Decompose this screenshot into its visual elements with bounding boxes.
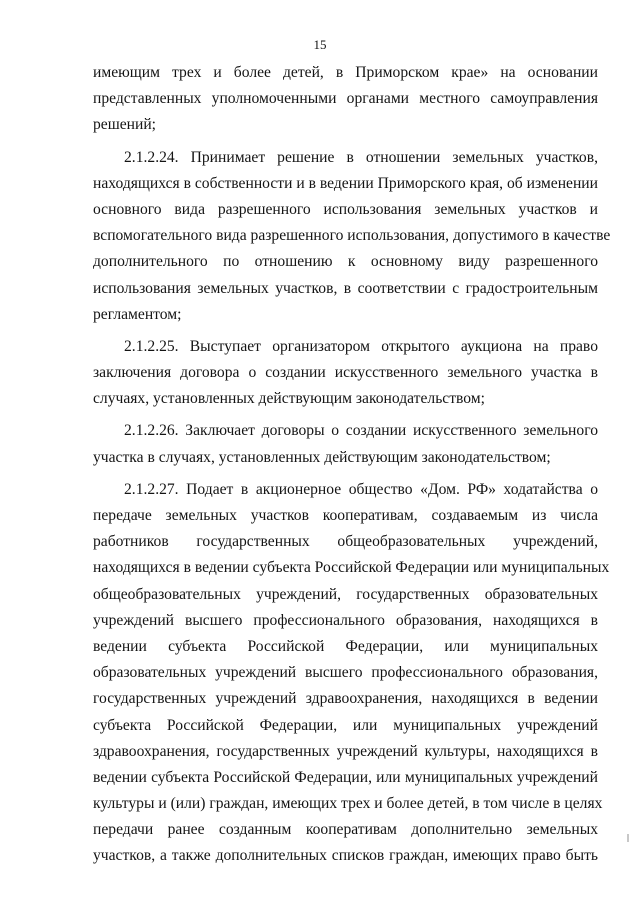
text-line: 2.1.2.27. Подает в акционерное общество «Дом. РФ» ходатайства о	[124, 480, 598, 498]
paragraph-continuation	[93, 60, 598, 139]
document-body	[93, 60, 611, 876]
text-line: государственных учреждений здравоохранения, находящихся в ведении	[93, 690, 598, 708]
text-line: 2.1.2.26. Заключает договоры о создании искусственного земельного	[124, 422, 598, 440]
text-line: ведении субъекта Российской Федерации, или муниципальных учреждений	[93, 768, 598, 786]
text-line: участка в случаях, установленных действующим законодательством;	[93, 448, 551, 466]
text-line: находящихся в ведении субъекта Российской Федерации или муниципальных	[93, 559, 610, 577]
text-line: имеющим трех и более детей, в Приморском крае» на основании	[93, 64, 598, 81]
text-line: ведении субъекта Российской Федерации, или муниципальных	[93, 637, 598, 655]
text-line: случаях, установленных действующим законодательством;	[93, 390, 485, 408]
text-line: передаче земельных участков кооперативам, создаваемым из числа	[93, 507, 598, 524]
paragraph-2-1-2-26	[93, 418, 598, 470]
scan-artifact	[627, 834, 629, 842]
text-line: находящихся в собственности и в ведении Приморского края, об изменении	[93, 174, 598, 192]
text-line: здравоохранения, государственных учреждений культуры, находящихся в	[93, 742, 598, 760]
text-line: вспомогательного вида разрешенного использования, допустимого в качестве	[93, 227, 611, 245]
text-line: общеобразовательных учреждений, государственных образовательных	[93, 585, 598, 603]
text-line: образовательных учреждений высшего профессионального образования,	[93, 664, 598, 682]
paragraph-2-1-2-25	[93, 334, 598, 413]
text-line: заключения договора о создании искусственного земельного участка в	[93, 364, 598, 382]
text-line: 2.1.2.24. Принимает решение в отношении земельных участков,	[124, 148, 598, 166]
text-line: решений;	[93, 116, 157, 134]
text-line: субъекта Российской Федерации, или муниципальных учреждений	[93, 716, 598, 734]
paragraph-2-1-2-27	[93, 477, 610, 870]
text-line: работников государственных общеобразовательных учреждений,	[93, 533, 598, 551]
paragraph-2-1-2-24	[93, 145, 611, 328]
text-line: учреждений высшего профессионального образования, находящихся в	[93, 611, 598, 629]
text-line: культуры и (или) граждан, имеющих трех и более детей, в том числе в целях	[93, 795, 603, 813]
text-line: использования земельных участков, в соответствии с градостроительным	[93, 279, 598, 297]
text-line: основного вида разрешенного использования земельных участков и	[93, 200, 598, 218]
text-line: участков, а также дополнительных списков граждан, имеющих право быть	[93, 847, 598, 865]
text-line: 2.1.2.25. Выступает организатором открытого аукциона на право	[124, 337, 598, 355]
text-line: передачи ранее созданным кооперативам дополнительно земельных	[93, 821, 598, 839]
page-number: 15	[313, 37, 327, 52]
text-line: дополнительного по отношению к основному виду разрешенного	[93, 253, 598, 271]
text-line: представленных уполномоченными органами местного самоуправления	[93, 90, 598, 108]
text-line: регламентом;	[93, 305, 182, 323]
